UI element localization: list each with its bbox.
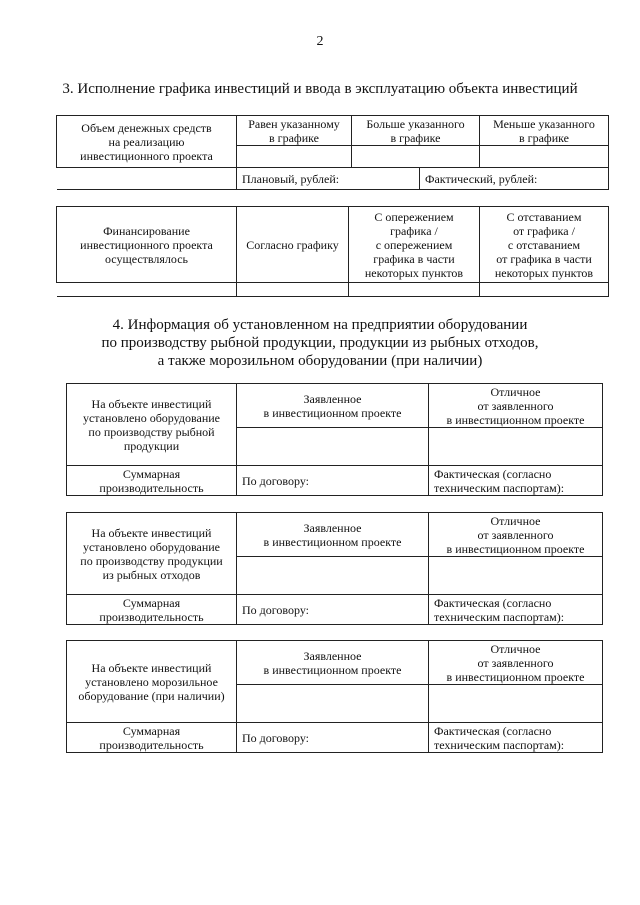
equipment-row-header-line: оборудование (при наличии) — [78, 688, 225, 703]
declared-header — [237, 384, 429, 428]
equipment-row-header — [67, 513, 237, 595]
different-header-line: Отличное — [490, 641, 541, 656]
different-input-cell[interactable] — [429, 428, 603, 466]
behind-header-line: некоторых пунктов — [494, 265, 594, 280]
declared-header-line: Заявленное — [303, 391, 362, 406]
declared-input-cell[interactable] — [237, 685, 429, 723]
behind-header-line: с отставанием — [507, 237, 581, 252]
different-header-line: в инвестиционном проекте — [446, 412, 585, 427]
equipment-table-fish — [66, 383, 603, 496]
section-3-title — [0, 80, 640, 98]
different-header — [429, 513, 603, 557]
page-number: 2 — [316, 34, 324, 49]
declared-header-line: Заявленное — [303, 520, 362, 535]
different-header-line: Отличное — [490, 513, 541, 528]
on-schedule-checkbox-cell[interactable] — [237, 283, 349, 297]
different-header-line: в инвестиционном проекте — [446, 541, 585, 556]
total-capacity-line: Суммарная — [122, 723, 181, 738]
by-contract-field[interactable]: По договору: — [237, 466, 429, 496]
financing-table — [56, 206, 609, 297]
more-header — [352, 116, 480, 146]
total-capacity-label — [67, 595, 237, 625]
on-schedule-header: Согласно графику — [237, 207, 349, 283]
amount-empty-cell — [57, 168, 237, 190]
declared-header — [237, 641, 429, 685]
financing-row-header-line: осуществлялось — [104, 251, 188, 266]
equipment-table-freezing — [66, 640, 603, 753]
declared-header-line: в инвестиционном проекте — [263, 534, 402, 549]
total-capacity-label — [67, 466, 237, 496]
ahead-checkbox-cell[interactable] — [349, 283, 480, 297]
financing-row-header-line: Финансирование — [103, 223, 190, 238]
total-capacity-label — [67, 723, 237, 753]
planned-field[interactable]: Плановый, рублей: — [237, 168, 420, 190]
financing-row-header-line: инвестиционного проекта — [80, 237, 213, 252]
section-4-title-line: по производству рыбной продукции, продукции из рыбных отходов, — [101, 335, 539, 351]
equipment-row-header — [67, 641, 237, 723]
by-contract-field[interactable]: По договору: — [237, 723, 429, 753]
section-4-title-line: 4. Информация об установленном на предприятии оборудовании — [112, 317, 528, 333]
total-capacity-line: Суммарная — [122, 466, 181, 481]
total-capacity-line: производительность — [99, 737, 204, 752]
declared-header-line: в инвестиционном проекте — [263, 405, 402, 420]
different-input-cell[interactable] — [429, 557, 603, 595]
total-capacity-line: Суммарная — [122, 595, 181, 610]
less-checkbox-cell[interactable] — [480, 146, 609, 168]
ahead-header-line: некоторых пунктов — [364, 265, 464, 280]
ahead-header-line: С опережением — [374, 209, 454, 224]
more-checkbox-cell[interactable] — [352, 146, 480, 168]
different-header — [429, 641, 603, 685]
equal-checkbox-cell[interactable] — [237, 146, 352, 168]
different-header-line: от заявленного — [477, 398, 554, 413]
equipment-row-header-line: из рыбных отходов — [102, 567, 201, 582]
equal-header-line: Равен указанному — [248, 116, 340, 131]
equipment-row-header-line: по производству продукции — [80, 553, 223, 568]
factual-line: техническим паспортам): — [434, 480, 565, 495]
amount-row-header-line: на реализацию — [108, 134, 185, 149]
different-header-line: от заявленного — [477, 527, 554, 542]
different-input-cell[interactable] — [429, 685, 603, 723]
section-4-title — [0, 316, 640, 370]
equipment-row-header-line: установлено морозильное — [85, 674, 218, 689]
more-header-line: в графике — [390, 130, 441, 145]
amount-row-header — [57, 116, 237, 168]
equipment-row-header-line: по производству рыбной — [88, 424, 215, 439]
factual-line: техническим паспортам): — [434, 609, 565, 624]
more-header-line: Больше указанного — [366, 116, 465, 131]
ahead-header-line: графика / — [390, 223, 438, 238]
equal-header — [237, 116, 352, 146]
equipment-row-header — [67, 384, 237, 466]
equal-header-line: в графике — [269, 130, 319, 145]
actual-field[interactable]: Фактический, рублей: — [420, 168, 609, 190]
total-capacity-line: производительность — [99, 609, 204, 624]
factual-field[interactable] — [429, 466, 603, 496]
declared-input-cell[interactable] — [237, 557, 429, 595]
equipment-row-header-line: На объекте инвестиций — [91, 660, 212, 675]
behind-header-line: от графика / — [513, 223, 575, 238]
equipment-row-header-line: На объекте инвестиций — [91, 396, 212, 411]
factual-line: Фактическая (согласно — [434, 466, 552, 481]
declared-header-line: в инвестиционном проекте — [263, 662, 402, 677]
equipment-row-header-line: продукции — [123, 438, 180, 453]
less-header — [480, 116, 609, 146]
less-header-line: в графике — [519, 130, 569, 145]
ahead-header-line: графика в части — [373, 251, 455, 266]
factual-line: Фактическая (согласно — [434, 723, 552, 738]
declared-input-cell[interactable] — [237, 428, 429, 466]
equipment-row-header-line: установлено оборудование — [82, 539, 220, 554]
factual-line: Фактическая (согласно — [434, 595, 552, 610]
different-header-line: в инвестиционном проекте — [446, 669, 585, 684]
factual-field[interactable] — [429, 595, 603, 625]
ahead-header — [349, 207, 480, 283]
section-4-title-line: а также морозильном оборудовании (при наличии) — [157, 353, 483, 369]
amount-row-header-line: Объем денежных средств — [81, 120, 212, 135]
financing-row-header — [57, 207, 237, 283]
amount-row-header-line: инвестиционного проекта — [80, 148, 213, 163]
less-header-line: Меньше указанного — [493, 116, 595, 131]
by-contract-field[interactable]: По договору: — [237, 595, 429, 625]
declared-header — [237, 513, 429, 557]
factual-field[interactable] — [429, 723, 603, 753]
total-capacity-line: производительность — [99, 480, 204, 495]
equipment-table-waste — [66, 512, 603, 625]
equipment-row-header-line: установлено оборудование — [82, 410, 220, 425]
different-header — [429, 384, 603, 428]
behind-header-line: С отставанием — [506, 209, 582, 224]
different-header-line: от заявленного — [477, 655, 554, 670]
investment-amount-table — [56, 115, 609, 190]
behind-header-line: от графика в части — [496, 251, 592, 266]
declared-header-line: Заявленное — [303, 648, 362, 663]
section-3-title-text: 3. Исполнение графика инвестиций и ввода в эксплуатацию объекта инвестиций — [62, 81, 578, 97]
financing-empty-cell — [57, 283, 237, 297]
behind-checkbox-cell[interactable] — [480, 283, 609, 297]
equipment-row-header-line: На объекте инвестиций — [91, 525, 212, 540]
behind-header — [480, 207, 609, 283]
ahead-header-line: с опережением — [375, 237, 453, 252]
different-header-line: Отличное — [490, 384, 541, 399]
factual-line: техническим паспортам): — [434, 737, 565, 752]
